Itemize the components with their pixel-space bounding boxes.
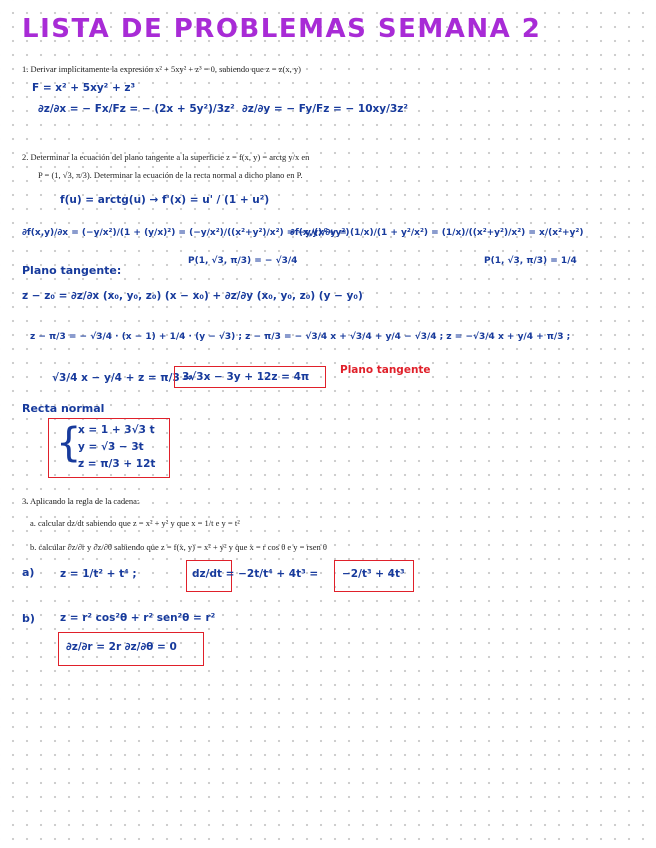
plane-simplified: √3/4 x − y/4 + z = π/3 ⇒ <box>52 372 193 384</box>
part-a-label: a) <box>22 566 35 579</box>
normal-line-y: y = √3 − 3t <box>78 441 144 453</box>
partial-x-value: P(1, √3, π/3) = − √3/4 <box>188 256 298 266</box>
problem-3-statement: 3. Aplicando la regla de la cadena: <box>22 496 140 506</box>
partial-x: ∂f(x,y)/∂x = (−y/x²)/(1 + (y/x)²) = (−y/x²)/((x²+y²)/x²) = −y/(x²+y²) <box>22 228 350 238</box>
normal-line-z: z = π/3 + 12t <box>78 458 156 470</box>
problem-1-f-definition: F = x² + 5xy² + z³ <box>32 82 136 94</box>
plane-general-formula: z − z₀ = ∂z/∂x (x₀, y₀, z₀) (x − x₀) + ∂z/∂y (x₀, y₀, z₀) (y − y₀) <box>22 290 363 302</box>
part-b-label: b) <box>22 612 35 625</box>
normal-line-brace: { <box>56 420 82 466</box>
recta-normal-label: Recta normal <box>22 402 105 415</box>
problem-2-statement-b: P = (1, √3, π/3). Determinar la ecuación de la recta normal a dicho plano en P. <box>38 170 303 180</box>
plane-substitution: z − π/3 = − √3/4 · (x − 1) + 1/4 · (y − √3) ; z − π/3 = − √3/4 x + √3/4 + y/4 − √3/4 ; z = −√3/4 x + y/4 + π/3 ; <box>30 332 571 342</box>
problem-1-statement: 1. Derivar implícitamente la expresión x² + 5xy² + z³ = 0, sabiendo que z = z(x, y) <box>22 64 301 74</box>
problem-1-dz-dx: ∂z/∂x = − Fx/Fz = − (2x + 5y²)/3z² <box>38 103 235 115</box>
part-b-result: ∂z/∂r = 2r ∂z/∂θ = 0 <box>66 641 177 653</box>
normal-line-x: x = 1 + 3√3 t <box>78 424 155 436</box>
problem-3-item-a: a. calcular dz/dt sabiendo que z = x² + y² y que x = 1/t e y = t² <box>30 518 240 528</box>
problem-1-dz-dy: ∂z/∂y = − Fy/Fz = − 10xy/3z² <box>242 103 408 115</box>
part-b-expression: z = r² cos²θ + r² sen²θ = r² <box>60 612 216 624</box>
page-title: LISTA DE PROBLEMAS SEMANA 2 <box>22 14 542 44</box>
plano-tangente-label: Plano tangente: <box>22 264 122 277</box>
problem-2-statement-a: 2. Determinar la ecuación del plano tangente a la superficie z = f(x, y) = arctg y/x en <box>22 152 310 162</box>
part-a-derivative: dz/dt = −2t/t⁴ + 4t³ = <box>192 568 319 580</box>
arctan-definition: f(u) = arctg(u) → f'(x) = u' / (1 + u²) <box>60 194 270 206</box>
plane-result: 3√3x − 3y + 12z = 4π <box>182 371 310 383</box>
part-a-result: −2/t³ + 4t³ <box>342 568 405 580</box>
partial-y-value: P(1, √3, π/3) = 1/4 <box>484 256 577 266</box>
part-a-expression: z = 1/t² + t⁴ ; <box>60 568 137 580</box>
plane-note: Plano tangente <box>340 364 431 376</box>
partial-y: ∂f(x,y)/∂y = (1/x)/(1 + y²/x²) = (1/x)/((x²+y²)/x²) = x/(x²+y²) <box>290 228 584 238</box>
problem-3-item-b: b. calcular ∂z/∂r y ∂z/∂θ sabiendo que z = f(x, y) = x² + y² y que x = r cos θ e y = rsen θ <box>30 542 327 552</box>
